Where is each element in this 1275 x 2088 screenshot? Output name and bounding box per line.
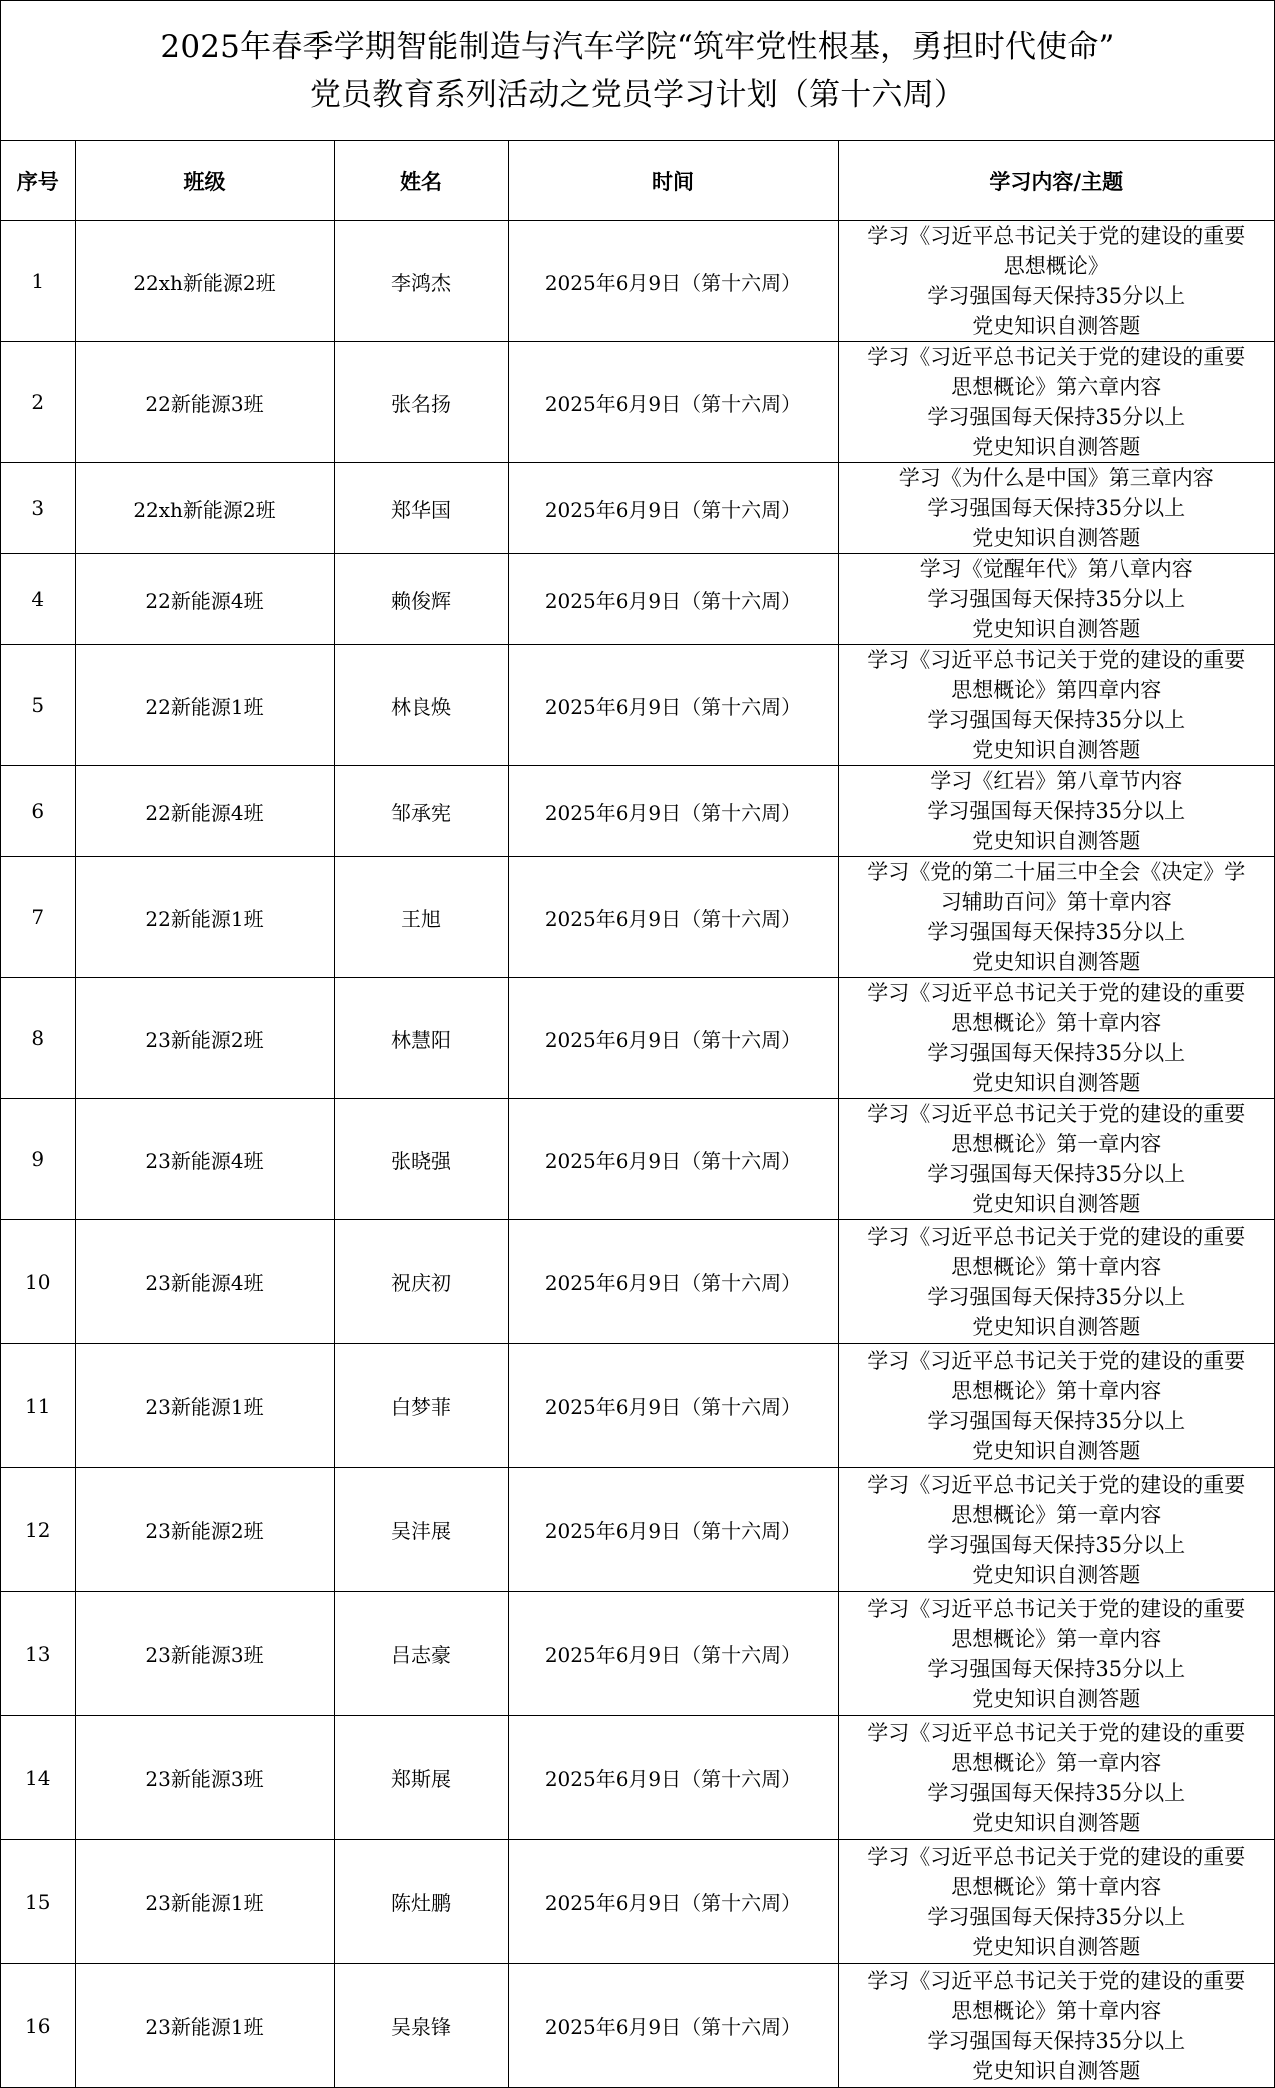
row-index: 12: [1, 1468, 75, 1592]
row-content: [838, 342, 1274, 463]
content-line: 学习强国每天保持35分以上: [927, 799, 1186, 823]
table-row: [1, 1468, 1274, 1592]
content-line: 学习强国每天保持35分以上: [927, 920, 1186, 944]
document-title: [1, 1, 1274, 141]
row-index: 11: [1, 1344, 75, 1468]
content-line: 党史知识自测答题: [972, 1071, 1141, 1095]
content-line: 学习强国每天保持35分以上: [927, 1041, 1186, 1065]
row-name: 王旭: [334, 857, 508, 978]
content-line: 学习《习近平总书记关于党的建设的重要: [867, 1968, 1246, 1993]
content-line: 学习《习近平总书记关于党的建设的重要: [867, 1472, 1246, 1497]
content-line: 学习强国每天保持35分以上: [927, 1162, 1186, 1186]
row-time: 2025年6月9日（第十六周）: [508, 1099, 838, 1220]
header-index: 序号: [1, 141, 75, 221]
content-line: 党史知识自测答题: [972, 617, 1141, 641]
row-content: [838, 463, 1274, 554]
row-content: [838, 978, 1274, 1099]
row-name: 赖俊辉: [334, 554, 508, 645]
row-class: 23新能源4班: [75, 1099, 334, 1220]
row-class: 23新能源1班: [75, 1964, 334, 2088]
content-line: 党史知识自测答题: [972, 829, 1141, 853]
row-index: 3: [1, 463, 75, 554]
content-line: 学习《习近平总书记关于党的建设的重要: [867, 1720, 1246, 1745]
content-line: 思想概论》第一章内容: [951, 1750, 1162, 1775]
content-line: 思想概论》第一章内容: [951, 1132, 1162, 1156]
row-time: 2025年6月9日（第十六周）: [508, 554, 838, 645]
content-line: 习辅助百问》第十章内容: [940, 890, 1172, 914]
row-name: 吴沣展: [334, 1468, 508, 1592]
content-line: 学习强国每天保持35分以上: [927, 405, 1186, 429]
row-class: 23新能源3班: [75, 1592, 334, 1716]
row-name: 张名扬: [334, 342, 508, 463]
row-time: 2025年6月9日（第十六周）: [508, 766, 838, 857]
content-line: 学习《习近平总书记关于党的建设的重要: [867, 1102, 1246, 1126]
table-row: [1, 554, 1274, 645]
row-class: 23新能源2班: [75, 978, 334, 1099]
row-time: 2025年6月9日（第十六周）: [508, 1840, 838, 1964]
content-line: 党史知识自测答题: [972, 1438, 1141, 1463]
content-line: 学习《习近平总书记关于党的建设的重要: [867, 1224, 1246, 1249]
table-row: [1, 857, 1274, 978]
row-name: 白梦菲: [334, 1344, 508, 1468]
content-line: 党史知识自测答题: [972, 738, 1141, 762]
row-name: 陈灶鹏: [334, 1840, 508, 1964]
content-line: 思想概论》第十章内容: [951, 1998, 1162, 2023]
content-line: 思想概论》第十章内容: [951, 1378, 1162, 1403]
row-time: 2025年6月9日（第十六周）: [508, 1716, 838, 1840]
title-line-2: 党员教育系列活动之党员学习计划（第十六周）: [309, 76, 966, 113]
row-name: 郑华国: [334, 463, 508, 554]
row-index: 2: [1, 342, 75, 463]
table-row: [1, 645, 1274, 766]
row-index: 13: [1, 1592, 75, 1716]
content-line: 学习强国每天保持35分以上: [927, 1780, 1186, 1805]
content-line: 党史知识自测答题: [972, 526, 1141, 550]
row-class: 22新能源4班: [75, 554, 334, 645]
content-line: 思想概论》第六章内容: [951, 375, 1162, 399]
row-class: 22新能源3班: [75, 342, 334, 463]
row-name: 张晓强: [334, 1099, 508, 1220]
table-row: [1, 1716, 1274, 1840]
content-line: 党史知识自测答题: [972, 950, 1141, 974]
content-line: 学习强国每天保持35分以上: [927, 2028, 1186, 2053]
row-content: [838, 857, 1274, 978]
content-line: 思想概论》第一章内容: [951, 1626, 1162, 1651]
row-content: [838, 1840, 1274, 1964]
row-class: 22新能源1班: [75, 857, 334, 978]
content-line: 党史知识自测答题: [972, 1314, 1141, 1339]
row-class: 23新能源3班: [75, 1716, 334, 1840]
content-line: 党史知识自测答题: [972, 1562, 1141, 1587]
content-line: 学习《红岩》第八章节内容: [930, 769, 1183, 793]
row-content: [838, 1099, 1274, 1220]
row-index: 1: [1, 221, 75, 342]
content-line: 学习《习近平总书记关于党的建设的重要: [867, 1844, 1246, 1869]
table-row: [1, 1592, 1274, 1716]
row-time: 2025年6月9日（第十六周）: [508, 342, 838, 463]
header-class: 班级: [75, 141, 334, 221]
row-class: 23新能源2班: [75, 1468, 334, 1592]
row-name: 郑斯展: [334, 1716, 508, 1840]
row-index: 10: [1, 1220, 75, 1344]
content-line: 学习强国每天保持35分以上: [927, 1656, 1186, 1681]
row-index: 5: [1, 645, 75, 766]
row-class: 23新能源4班: [75, 1220, 334, 1344]
row-name: 林良焕: [334, 645, 508, 766]
table-row: [1, 221, 1274, 342]
row-time: 2025年6月9日（第十六周）: [508, 1964, 838, 2088]
row-content: [838, 645, 1274, 766]
content-line: 学习强国每天保持35分以上: [927, 587, 1186, 611]
row-index: 9: [1, 1099, 75, 1220]
row-index: 16: [1, 1964, 75, 2088]
row-content: [838, 554, 1274, 645]
row-class: 22新能源4班: [75, 766, 334, 857]
table-row: [1, 1964, 1274, 2088]
table-body: [1, 221, 1274, 2088]
content-line: 党史知识自测答题: [972, 1192, 1141, 1216]
row-time: 2025年6月9日（第十六周）: [508, 645, 838, 766]
content-line: 思想概论》第十章内容: [951, 1874, 1162, 1899]
table-row: [1, 978, 1274, 1099]
content-line: 学习《习近平总书记关于党的建设的重要: [867, 224, 1246, 248]
row-time: 2025年6月9日（第十六周）: [508, 221, 838, 342]
table-row: [1, 766, 1274, 857]
content-line: 思想概论》: [1003, 254, 1109, 278]
content-line: 党史知识自测答题: [972, 1810, 1141, 1835]
row-content: [838, 1716, 1274, 1840]
title-line-1: 2025年春季学期智能制造与汽车学院“筑牢党性根基，勇担时代使命”: [160, 28, 1115, 65]
row-name: 吕志豪: [334, 1592, 508, 1716]
table-row: [1, 1840, 1274, 1964]
header-time: 时间: [508, 141, 838, 221]
content-line: 学习强国每天保持35分以上: [927, 1284, 1186, 1309]
content-line: 学习《为什么是中国》第三章内容: [898, 466, 1214, 490]
content-line: 思想概论》第十章内容: [951, 1254, 1162, 1279]
row-index: 15: [1, 1840, 75, 1964]
table-row: [1, 342, 1274, 463]
row-index: 4: [1, 554, 75, 645]
content-line: 党史知识自测答题: [972, 314, 1141, 338]
content-line: 学习强国每天保持35分以上: [927, 1532, 1186, 1557]
row-name: 祝庆初: [334, 1220, 508, 1344]
row-index: 8: [1, 978, 75, 1099]
row-time: 2025年6月9日（第十六周）: [508, 463, 838, 554]
row-time: 2025年6月9日（第十六周）: [508, 1468, 838, 1592]
table-header-row: [1, 141, 1274, 221]
row-index: 7: [1, 857, 75, 978]
row-class: 22xh新能源2班: [75, 463, 334, 554]
row-content: [838, 1592, 1274, 1716]
content-line: 学习《习近平总书记关于党的建设的重要: [867, 981, 1246, 1005]
row-time: 2025年6月9日（第十六周）: [508, 857, 838, 978]
row-class: 23新能源1班: [75, 1840, 334, 1964]
content-line: 学习强国每天保持35分以上: [927, 708, 1186, 732]
content-line: 学习强国每天保持35分以上: [927, 1408, 1186, 1433]
row-class: 22新能源1班: [75, 645, 334, 766]
content-line: 学习强国每天保持35分以上: [927, 496, 1186, 520]
row-time: 2025年6月9日（第十六周）: [508, 978, 838, 1099]
row-name: 吴泉锋: [334, 1964, 508, 2088]
row-class: 22xh新能源2班: [75, 221, 334, 342]
row-content: [838, 221, 1274, 342]
table-row: [1, 1344, 1274, 1468]
content-line: 学习《习近平总书记关于党的建设的重要: [867, 345, 1246, 369]
content-line: 学习《习近平总书记关于党的建设的重要: [867, 1596, 1246, 1621]
content-line: 党史知识自测答题: [972, 435, 1141, 459]
row-index: 6: [1, 766, 75, 857]
row-name: 邹承宪: [334, 766, 508, 857]
row-content: [838, 1220, 1274, 1344]
header-content: 学习内容/主题: [838, 141, 1274, 221]
content-line: 学习《觉醒年代》第八章内容: [919, 557, 1193, 581]
row-content: [838, 1964, 1274, 2088]
study-plan-table: [1, 141, 1274, 2088]
row-time: 2025年6月9日（第十六周）: [508, 1344, 838, 1468]
content-line: 思想概论》第十章内容: [951, 1011, 1162, 1035]
row-time: 2025年6月9日（第十六周）: [508, 1220, 838, 1344]
header-name: 姓名: [334, 141, 508, 221]
row-name: 李鸿杰: [334, 221, 508, 342]
content-line: 学习《习近平总书记关于党的建设的重要: [867, 1348, 1246, 1373]
row-index: 14: [1, 1716, 75, 1840]
table-row: [1, 463, 1274, 554]
row-content: [838, 1468, 1274, 1592]
content-line: 思想概论》第一章内容: [951, 1502, 1162, 1527]
row-name: 林慧阳: [334, 978, 508, 1099]
row-time: 2025年6月9日（第十六周）: [508, 1592, 838, 1716]
row-class: 23新能源1班: [75, 1344, 334, 1468]
row-content: [838, 1344, 1274, 1468]
row-content: [838, 766, 1274, 857]
content-line: 党史知识自测答题: [972, 2058, 1141, 2083]
content-line: 党史知识自测答题: [972, 1686, 1141, 1711]
content-line: 学习强国每天保持35分以上: [927, 284, 1186, 308]
table-row: [1, 1099, 1274, 1220]
content-line: 学习《习近平总书记关于党的建设的重要: [867, 648, 1246, 672]
content-line: 学习《党的第二十届三中全会《决定》学: [867, 860, 1246, 884]
table-row: [1, 1220, 1274, 1344]
content-line: 学习强国每天保持35分以上: [927, 1904, 1186, 1929]
content-line: 党史知识自测答题: [972, 1934, 1141, 1959]
content-line: 思想概论》第四章内容: [951, 678, 1162, 702]
